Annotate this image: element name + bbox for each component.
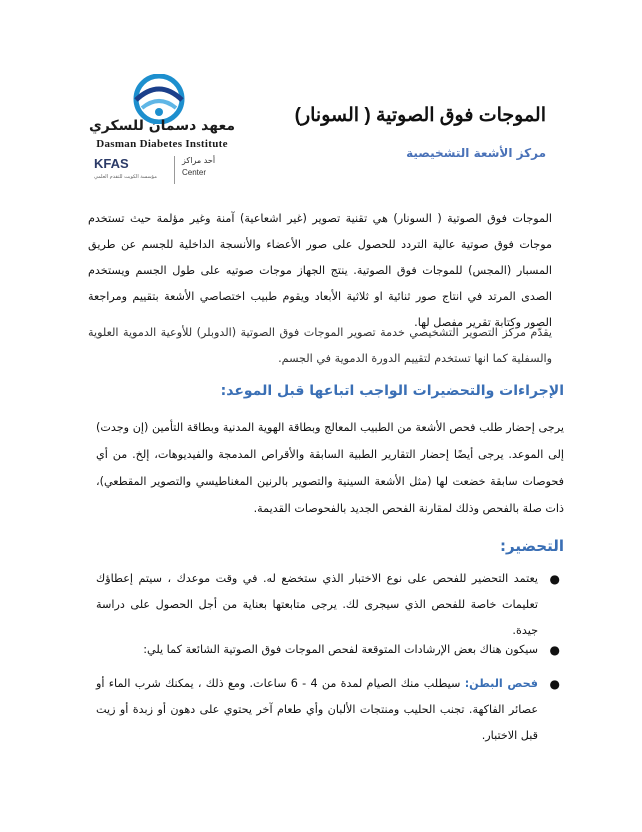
procedures-heading: الإجراءات والتحضيرات الواجب اتباعها قبل الموعد:: [220, 383, 564, 399]
list-item-text: سيكون هناك بعض الإرشادات المتوقعة لفحص الموجات فوق الصوتية الشائعة كما يلي:: [143, 643, 538, 656]
bullet-icon: ●: [549, 643, 560, 657]
list-item: [96, 671, 564, 749]
doppler-paragraph: يقدّم مركز التصوير التشخيصي خدمة تصوير الموجات فوق الصوتية (الدوبلر) للأوعية الدموية العلوية والسفلية كما انها تستخدم لتقييم الدورة الدموية في الجسم.: [88, 326, 552, 365]
procedures-paragraph: يرجى إحضار طلب فحص الأشعة من الطبيب المعالج وبطاقة الهوية المدنية وبطاقة التأمين (إن وجدت) إلى الموعد. يرجى أيضًا إحضار التقارير الطبية السابقة والأقراص المدمجة والفيديوهات، إلخ. من أي فحوصات سابقة خضعت لها (مثل الأشعة السينية والتصوير بالرنين المغناطيسي والتصوير المقطعي)، ذات صلة بالفحص وذلك لمقارنة الفحص الجديد بالفحوصات القديمة.: [96, 421, 564, 515]
institute-logo: [74, 74, 250, 194]
center-label-english: Center: [182, 168, 207, 177]
preparation-list: [96, 671, 564, 749]
bullet-icon: ●: [549, 572, 560, 586]
intro-paragraph: الموجات فوق الصوتية ( السونار) هي تقنية تصوير (غير اشعاعية) آمنة وغير مؤلمة حيث تستخدم موجات فوق صوتية عالية التردد للحصول على صور الأعضاء والأنسجة الداخلية للجسم عن طريق المسبار (المجس) للموجات فوق الصوتية. ينتج الجهاز موجات صوتيه على طول الجسم ويستخدم الصدى المرتد في انتاج صور ثنائية او ثلاثية الأبعاد ويقوم طبيب اختصاصي الأشعة بتقييم ومراجعة الصور وكتابة تقرير مفصل لها.: [88, 212, 552, 329]
logo-divider: [174, 156, 175, 184]
kfas-logo: [94, 154, 244, 190]
logo-english-name: Dasman Diabetes Institute: [96, 138, 228, 150]
list-item-lead: فحص البطن:: [464, 677, 538, 690]
page-title: الموجات فوق الصوتية ( السونار): [294, 105, 546, 126]
list-item: [96, 566, 564, 644]
preparation-list: [96, 637, 564, 663]
preparation-heading: التحضير:: [500, 537, 564, 555]
preparation-list: [96, 566, 564, 644]
bullet-icon: ●: [549, 677, 560, 691]
logo-arabic-name: معهد دسمان للسكري: [88, 118, 236, 134]
kfas-subtitle: مؤسسة الكويت للتقدم العلمي: [94, 174, 157, 180]
center-label-arabic: أحد مراكز: [182, 156, 216, 165]
page-subtitle: مركز الأشعة التشخيصية: [406, 146, 546, 160]
list-item-text: سيطلب منك الصيام لمدة من 4 - 6 ساعات. ومع ذلك ، يمكنك شرب الماء أو عصائر الفاكهة. تجنب الحليب ومنتجات الألبان وأي طعام آخر يحتوي على دهون أو زبدة أو زيت قبل الاختبار.: [96, 677, 538, 742]
dasman-emblem-icon: [114, 74, 204, 124]
kfas-mark: KFAS: [94, 156, 129, 171]
list-item-text: يعتمد التحضير للفحص على نوع الاختبار الذي ستخضع له. في وقت موعدك ، سيتم إعطاؤك تعليمات خاصة للفحص الذي سيجرى لك. يرجى متابعتها بعناية من أجل الحصول على دراسة جيدة.: [96, 572, 538, 637]
list-item: [96, 637, 564, 663]
